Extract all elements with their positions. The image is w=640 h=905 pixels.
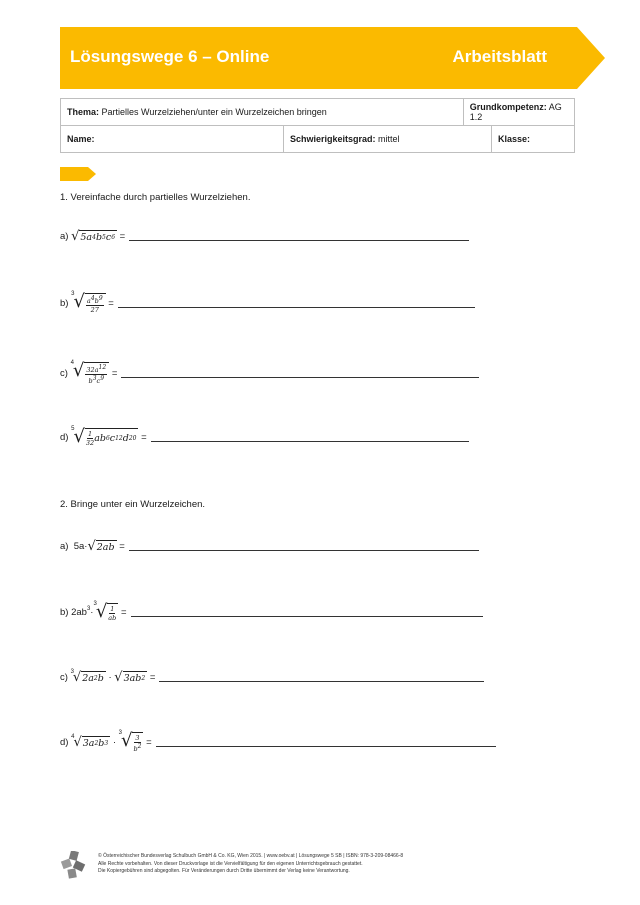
footer-line: Die Kopiergebühren sind abgegolten. Für Veränderungen durch Dritte übernimmt der Verlag keine Verantwortung. [98,868,350,874]
klasse-cell[interactable] [492,126,575,153]
section1-heading: 1. Vereinfache durch partielles Wurzelziehen. [60,192,251,203]
footer-line: © Österreichischer Bundesverlag Schulbuch GmbH & Co. KG, Wien 2015. | www.oebv.at | Lösungswege 5 SB | ISBN: 978-3-209-08466-8 [98,853,404,859]
answer-line-1b[interactable] [118,307,475,308]
answer-line-2a[interactable] [129,550,479,551]
formula-1b: 3 √ $\frac{a^4b^9}{27}$ [71,293,106,314]
thema-cell [61,99,464,126]
schwierigkeit-value: mittel [378,134,400,144]
formula-1d: 5 √ $\frac{1}{32}$ ab 6 c 12 d 20 [71,426,137,447]
task-label: a) [60,231,69,242]
thema-value: Partielles Wurzelziehen/unter ein Wurzelzeichen bringen [101,107,327,117]
sheet-type: Arbeitsblatt [452,47,547,66]
task-1b: b) 3 √ $\frac{a^4b^9}{27}$ = [60,293,475,314]
schwierigkeit-label: Schwierigkeitsgrad: [290,134,376,144]
kompetenz-cell [463,99,574,126]
task-label: d) [60,432,69,443]
schwierigkeit-cell [284,126,492,153]
footer [98,853,403,876]
page-title: Lösungswege 6 – Online [70,47,270,66]
task-2b: b) 2ab $^3$ · 3 √ $\frac{1}{ab}$ = [60,603,483,622]
task-label: b) [60,607,69,618]
formula-2c-right: √ 3ab 2 [114,670,146,685]
footer-line: Alle Rechte vorbehalten. Von dieser Druckvorlage ist die Vervielfältigung für den eigenen Unterrichtsgebrauch gestattet. [98,860,363,867]
name-label: Name: [67,134,95,144]
answer-line-1c[interactable] [121,377,479,378]
name-cell[interactable] [61,126,284,153]
formula-1c: 4 √ $\frac{32a^{12}}{b^3c^9}$ [71,362,110,385]
task-1c: c) 4 √ $\frac{32a^{12}}{b^3c^9}$ = [60,362,479,385]
klasse-label: Klasse: [498,134,531,144]
formula-2c-left: 3 √ 2a 2 b [70,669,104,685]
formula-2d-left: 4 √ 3a 2 b 3 [71,734,109,751]
task-2c: c) 3 √ 2a 2 b · √ 3ab 2 = [60,671,484,684]
task-1a: a) √ 5a 4 b 5 c 6 = [60,230,469,243]
kompetenz-label: Grundkompetenz: [469,102,547,112]
formula-2b: 3 √ $\frac{1}{ab}$ [93,601,117,622]
task-label: d) [60,737,69,749]
task-label: c) [60,368,68,380]
thema-label: Thema: [67,107,100,117]
task-2d: d) 4 √ 3a 2 b 3 · 3 √ $\frac{3}{b^2}$ = [60,732,496,753]
task-label: c) [60,672,68,683]
kompetenz-value: AG 1.2 [469,102,562,122]
formula-1a: √ 5a 4 b 5 c 6 [71,229,116,244]
answer-line-2c[interactable] [159,681,484,682]
task-2a: a) 5a· √ 2ab = [60,540,479,553]
formula-2d-right: 3 √ $\frac{3}{b^2}$ [118,730,142,754]
meta-table [60,98,575,153]
answer-line-1a[interactable] [129,240,469,241]
task-label: a) [60,541,69,552]
answer-line-1d[interactable] [151,441,469,442]
section2-heading: 2. Bringe unter ein Wurzelzeichen. [60,499,206,510]
header-banner [60,27,605,89]
section-marker-icon [60,167,96,181]
formula-2a: √ 2ab [87,539,115,554]
task-1d: d) 5 √ $\frac{1}{32}$ ab 6 c 12 d 20 = [60,428,469,447]
task-label: b) [60,298,69,310]
answer-line-2d[interactable] [156,746,496,747]
answer-line-2b[interactable] [131,616,483,617]
publisher-logo-icon [60,851,90,879]
